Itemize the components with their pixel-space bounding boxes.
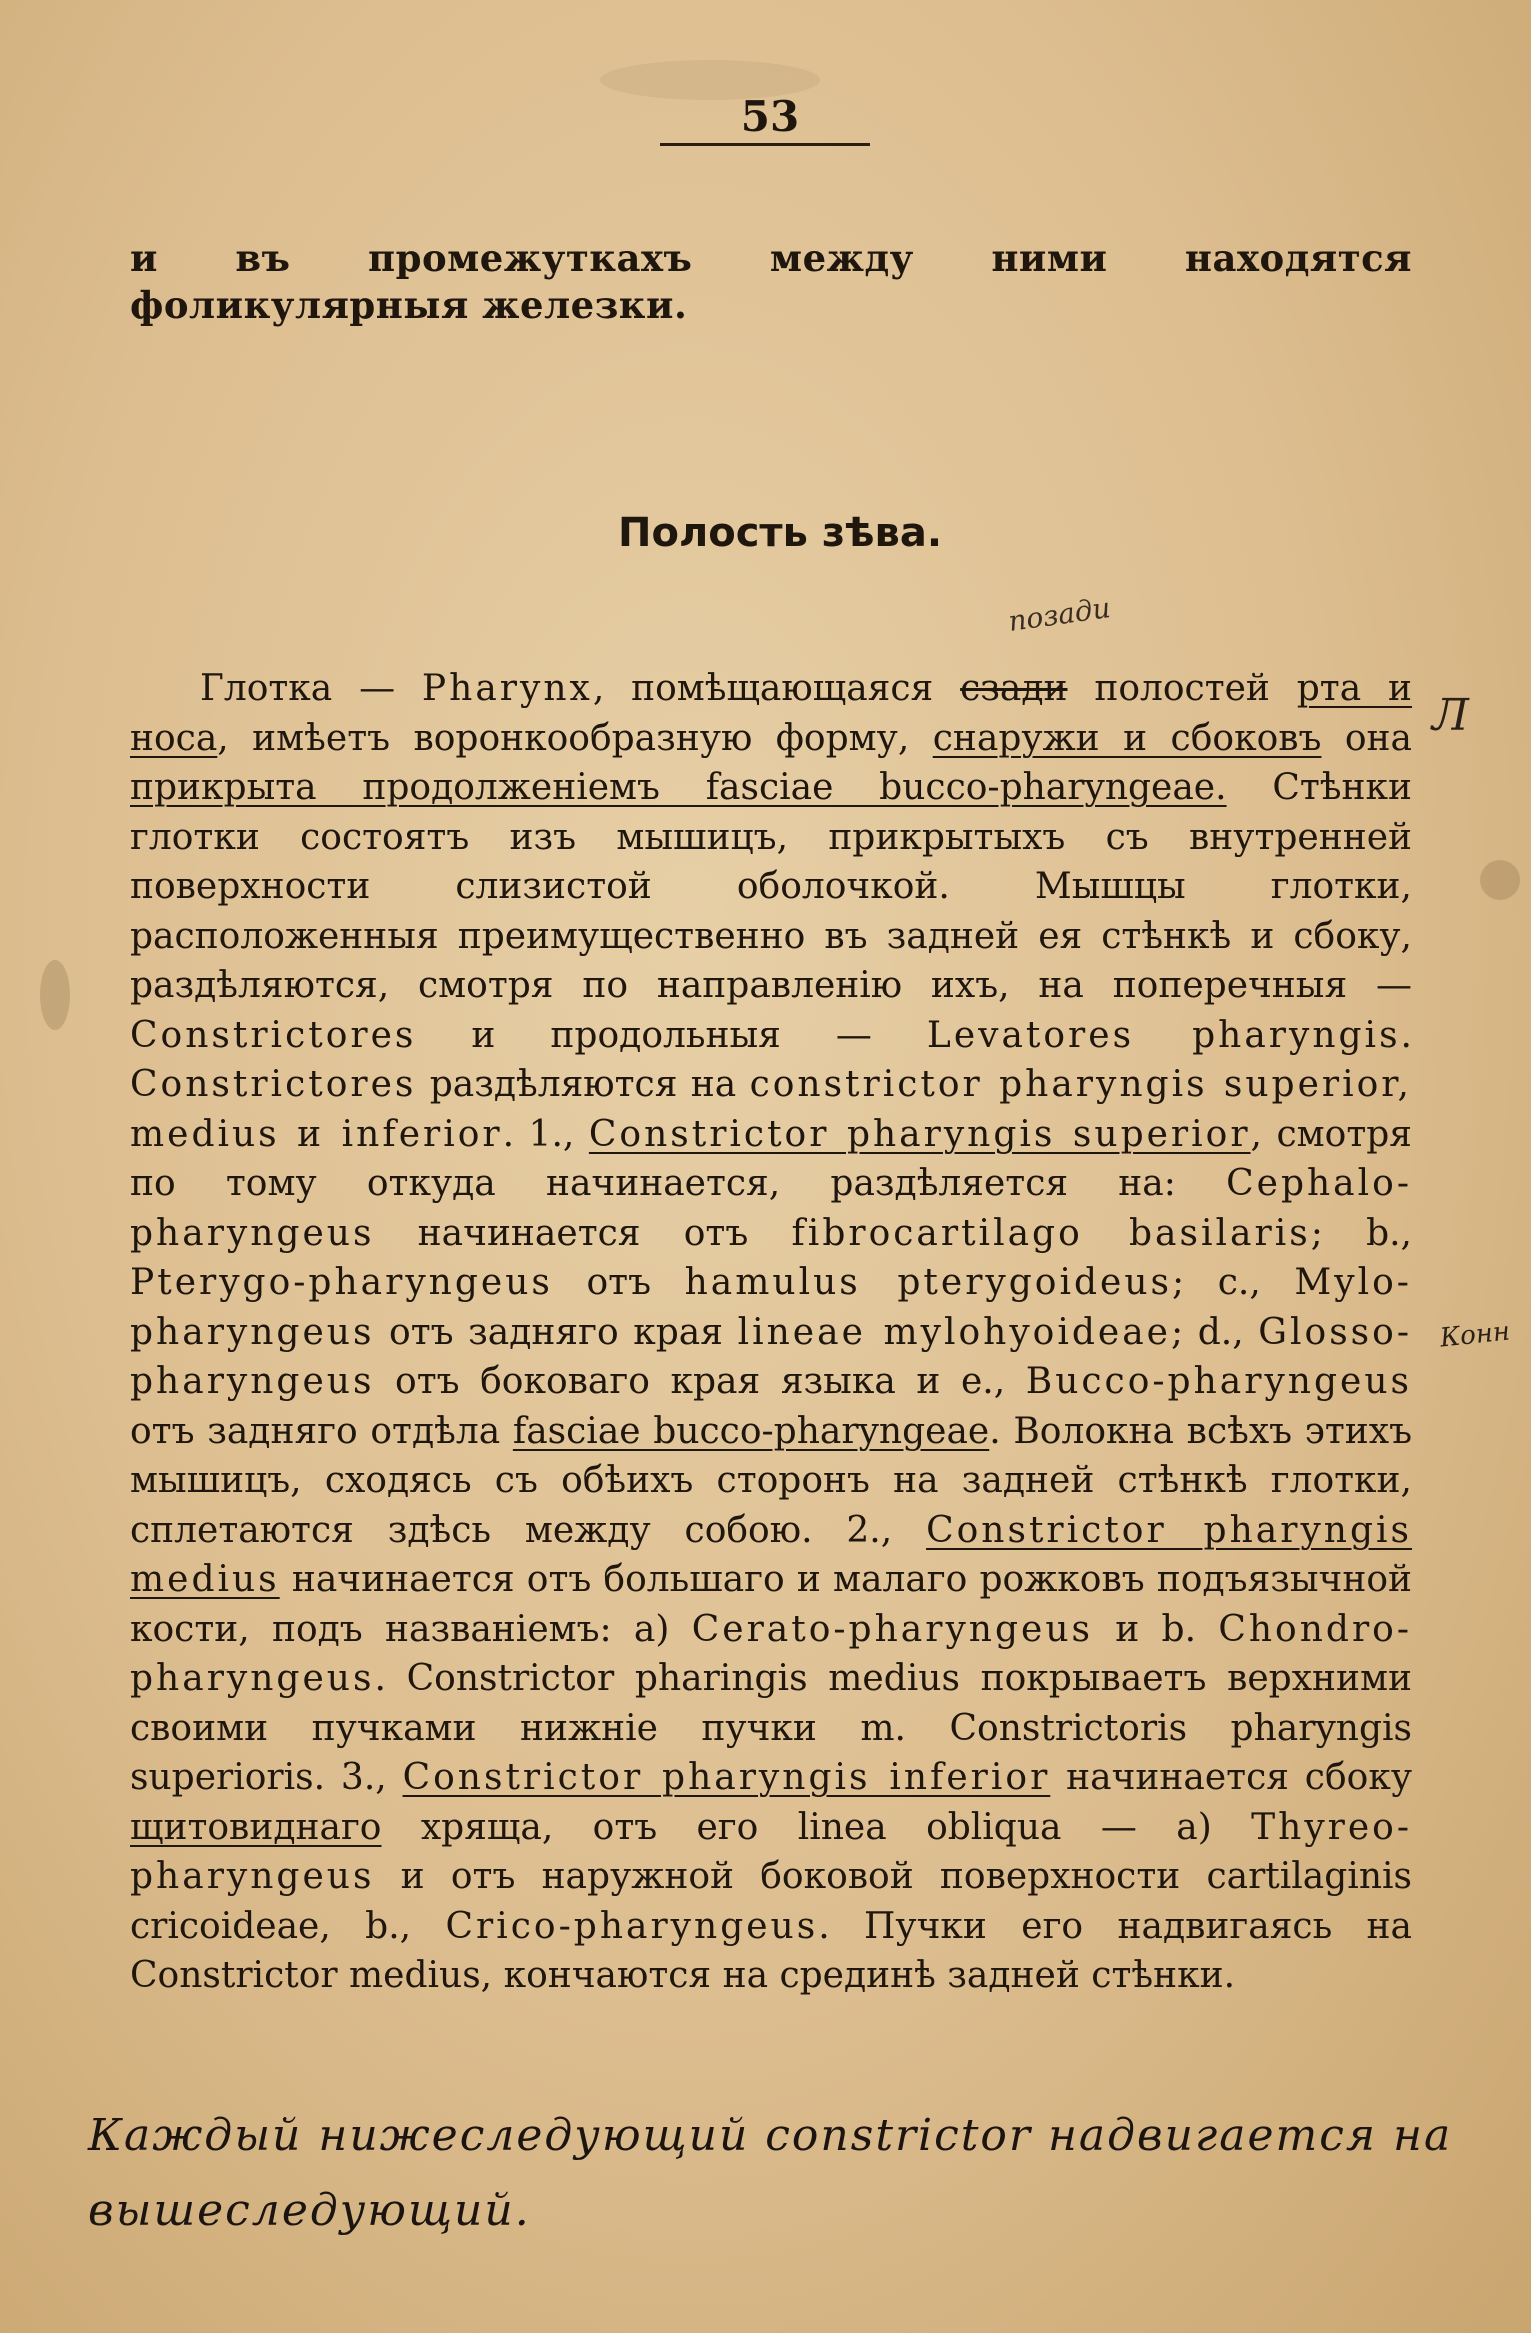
page-number: 53 [740, 92, 800, 141]
margin-annotation-bracket: Л [1432, 690, 1469, 741]
page-number-rule [660, 143, 870, 146]
handwritten-note-line-1: Каждый нижеследующий constrictor надвигается на [88, 2110, 1453, 2161]
margin-annotation-side: Конн [1438, 1316, 1512, 1354]
struck-word: сзади [960, 668, 1068, 709]
term-pharynx: Pharynx [421, 668, 593, 709]
main-paragraph: Глотка — Pharynx, помѣщающаяся сзади полостей рта и носа, имѣетъ воронкообразную форму, снаружи и сбоковъ она прикрыта продолженіемъ fasciae bucco-pharyngeae. Стѣнки глотки состоятъ изъ мышицъ, прикрытыхъ съ внутренней поверхности слизистой оболочкой. Мышцы глотки, расположенныя преимущественно въ задней ея стѣнкѣ и сбоку, раздѣляются, смотря по направленію ихъ, на поперечныя — Constrictores и продольныя — Levatores pharyngis. Constrictores раздѣляются на constrictor pharyngis superior, medius и inferior. 1., Constrictor pharyngis superior, смотря по тому откуда начинается, раздѣляется на: Cephalo-pharyngeus начинается отъ fibrocartilago basilaris; b., Pterygo-pharyngeus отъ hamulus pterygoideus; c., Mylo-pharyngeus отъ задняго края lineae mylohyoideae; d., Glosso-pharyngeus отъ боковаго края языка и e., Bucco-pharyngeus отъ задняго отдѣла fasciae bucco-pharyngeae. Волокна всѣхъ этихъ мышицъ, сходясь съ обѣихъ сторонъ на задней стѣнкѣ глотки, сплетаются здѣсь между собою. 2., Constrictor pharyngis medius начинается отъ большаго и малаго рожковъ подъязычной кости, подъ названіемъ: a) Cerato-pharyngeus и b. Chondro-pharyngeus. Constrictor pharingis medius покрываетъ верхними своими пучками нижніе пучки m. Constrictoris pharyngis superioris. 3., Constrictor pharyngis inferior начинается сбоку щитовиднаго хряща, отъ его linea obliqua — a) Thyreo-pharyngeus и отъ наружной боковой поверхности cartilaginis cricoideae, b., Crico-pharyngeus. Пучки его надвигаясь на Constrictor medius, кончаются на срединѣ задней стѣнки. [130, 668, 1413, 1996]
pencil-annotation-above: позади [1006, 591, 1113, 638]
intro-paragraph: и въ промежуткахъ между ними находятся фоликулярныя железки. [130, 236, 1412, 327]
section-title: Полость зѣва. [617, 510, 943, 556]
handwritten-note-line-2: вышеследующий. [88, 2185, 531, 2236]
